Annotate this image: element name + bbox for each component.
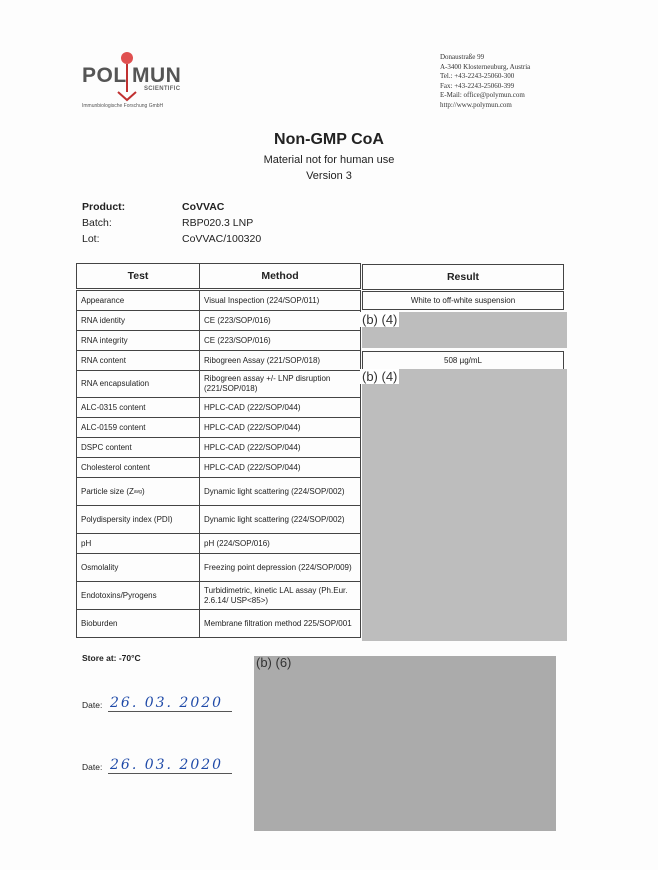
signature-redaction <box>254 656 556 831</box>
cell-test-text: ) <box>141 486 145 496</box>
header-method: Method <box>199 263 361 289</box>
cell-method: Ribogreen Assay (221/SOP/018) <box>199 350 361 371</box>
redaction-label: (b) (4) <box>362 369 398 384</box>
date-row-2 <box>82 752 242 774</box>
redaction-block <box>362 369 567 641</box>
cell-method: CE (223/SOP/016) <box>199 310 361 331</box>
redaction-label: (b) (4) <box>362 312 398 327</box>
document-title: Non-GMP CoA <box>274 131 384 148</box>
polymun-logo <box>80 48 190 112</box>
cell-test: DSPC content <box>76 437 200 458</box>
cell-method: pH (224/SOP/016) <box>199 533 361 554</box>
header-result: Result <box>362 264 564 290</box>
cell-test: RNA identity <box>76 310 200 331</box>
document-version: Version 3 <box>306 170 352 182</box>
cell-test: RNA content <box>76 350 200 371</box>
cell-test: RNA encapsulation <box>76 370 200 398</box>
handwritten-date: 26. 03. 2020 <box>110 757 224 773</box>
cell-test: ALC-0315 content <box>76 397 200 418</box>
cell-test: Polydispersity index (PDI) <box>76 505 200 534</box>
company-address <box>440 53 530 111</box>
cell-test <box>76 477 200 506</box>
cell-test: Cholesterol content <box>76 457 200 478</box>
cell-method: Turbidimetric, kinetic LAL assay (Ph.Eur. 2.6.14/ USP<85>) <box>199 581 361 610</box>
redaction-label: (b) (6) <box>256 655 292 670</box>
lot-value: CoVVAC/100320 <box>182 233 262 245</box>
cell-method: Dynamic light scattering (224/SOP/002) <box>199 477 361 506</box>
handwritten-date: 26. 03. 2020 <box>110 695 224 711</box>
cell-test: Appearance <box>76 290 200 311</box>
product-label: Product: <box>82 201 126 213</box>
storage-note: Store at: -70°C <box>82 653 141 663</box>
cell-test: pH <box>76 533 200 554</box>
cell-method: Visual Inspection (224/SOP/011) <box>199 290 361 311</box>
cell-method: Freezing point depression (224/SOP/009) <box>199 553 361 582</box>
cell-test-text: Particle size (Z <box>81 486 134 496</box>
cell-method: HPLC-CAD (222/SOP/044) <box>199 457 361 478</box>
logo-subtitle: Immunbiologische Forschung GmbH <box>82 103 164 109</box>
cell-test-subscript: avg <box>133 488 142 495</box>
cell-test: Endotoxins/Pyrogens <box>76 581 200 610</box>
address-line: E-Mail: office@polymun.com <box>440 91 525 100</box>
batch-label: Batch: <box>82 217 112 229</box>
cell-test: RNA integrity <box>76 330 200 351</box>
address-line: Tel.: +43-2243-25060-300 <box>440 72 515 81</box>
cell-test: Osmolality <box>76 553 200 582</box>
signature-line <box>108 711 232 712</box>
date-label: Date: <box>82 762 103 772</box>
cell-method: Membrane filtration method 225/SOP/001 <box>199 609 361 638</box>
cell-result: 508 µg/mL <box>362 351 564 370</box>
cell-method: Ribogreen assay +/- LNP disruption (221/SOP/018) <box>199 370 361 398</box>
cell-method: HPLC-CAD (222/SOP/044) <box>199 437 361 458</box>
cell-test: ALC-0159 content <box>76 417 200 438</box>
cell-method: Dynamic light scattering (224/SOP/002) <box>199 505 361 534</box>
batch-value: RBP020.3 LNP <box>182 217 254 229</box>
document-subtitle: Material not for human use <box>263 154 395 166</box>
cell-method: HPLC-CAD (222/SOP/044) <box>199 417 361 438</box>
product-value: CoVVAC <box>182 201 225 213</box>
cell-method: HPLC-CAD (222/SOP/044) <box>199 397 361 418</box>
address-line: http://www.polymun.com <box>440 100 512 109</box>
address-line: Fax: +43-2243-25060-399 <box>440 81 515 90</box>
date-row-1 <box>82 690 242 712</box>
signature-line <box>108 773 232 774</box>
cell-test: Bioburden <box>76 609 200 638</box>
logo-text-right: MUN <box>132 64 182 87</box>
date-label: Date: <box>82 700 103 710</box>
header-test: Test <box>76 263 200 289</box>
cell-method: CE (223/SOP/016) <box>199 330 361 351</box>
logo-scientific: SCIENTIFIC <box>144 86 181 92</box>
logo-text-left: POL <box>82 64 127 87</box>
address-line: Donaustraße 99 <box>440 53 485 61</box>
lot-label: Lot: <box>82 233 100 245</box>
cell-result: White to off-white suspension <box>362 291 564 310</box>
address-line: A-3400 Klosterneuburg, Austria <box>440 62 531 71</box>
